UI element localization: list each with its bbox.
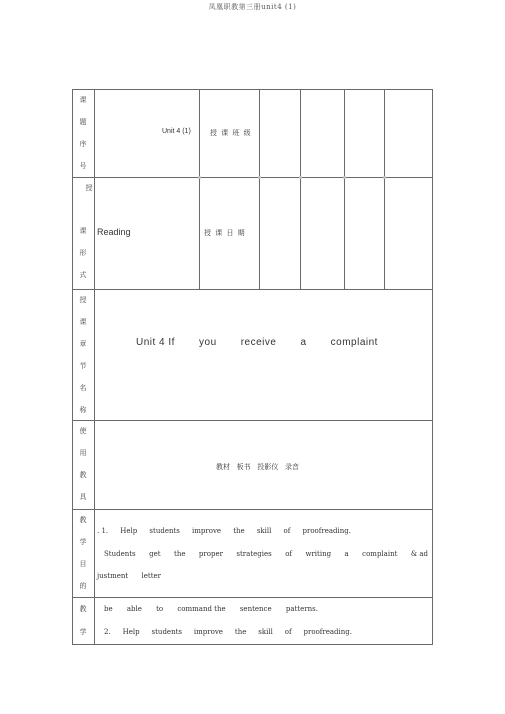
cell-marker (383, 176, 386, 179)
row4-label-char: 使 (79, 427, 87, 435)
teaching-tools-value: 教材 板书 投影仪 录音 (216, 463, 300, 471)
grid-col-4 (384, 89, 385, 289)
objective-line-4 (104, 605, 318, 613)
objective-word: the (233, 527, 245, 535)
grid-col-3 (344, 89, 345, 289)
objective-word: command the (177, 605, 226, 613)
label-column-divider (94, 89, 95, 644)
objective-word: get (149, 550, 161, 558)
table-left-border (72, 89, 73, 644)
lesson-number-value: Unit 4 (1) (162, 128, 191, 135)
table-bottom-border (72, 644, 433, 645)
row2-label-char: 式 (79, 271, 87, 279)
row4-label-char: 用 (79, 449, 87, 457)
row3-label-char: 节 (79, 362, 87, 370)
row6-label-char: 教 (79, 605, 87, 613)
row2-label-char: 课 (79, 227, 87, 235)
objective-word: justment (97, 572, 129, 580)
cell-marker (299, 176, 302, 179)
objective-word: 2. (104, 628, 111, 636)
row4-label-char: 教 (79, 471, 87, 479)
field-column-divider (199, 89, 200, 289)
page-header: 凤凰职教第三册unit4 (1) (208, 3, 297, 11)
objective-word: be (104, 605, 113, 613)
row-divider-4 (72, 509, 433, 510)
objective-word: patterns. (285, 605, 318, 613)
objective-word: Help (120, 527, 138, 535)
table-right-border (432, 89, 433, 644)
objective-word: improve (192, 527, 222, 535)
row1-label-char: 号 (79, 162, 87, 170)
objective-word: to (156, 605, 164, 613)
objective-word: proper (198, 550, 223, 558)
objective-word: the (174, 550, 186, 558)
lesson-form-value: Reading (97, 227, 131, 237)
objective-line-5 (104, 628, 352, 636)
row5-label-char: 学 (79, 538, 87, 546)
class-field-label: 授 课 班 级 (210, 129, 252, 137)
row-divider-5 (72, 597, 433, 598)
table-top-border (72, 89, 433, 90)
row-divider-1 (72, 177, 433, 178)
objective-word: letter (141, 572, 161, 580)
row5-label-char: 的 (79, 582, 87, 590)
objective-word: of (285, 550, 292, 558)
objective-word: writing (305, 550, 332, 558)
row4-label-char: 具 (79, 493, 87, 501)
row3-label-char: 课 (79, 318, 87, 326)
objective-word: skill (258, 628, 273, 636)
chapter-word: receive (240, 337, 277, 348)
objective-line-2 (104, 550, 428, 558)
objective-word: of (283, 527, 291, 535)
row1-label-char: 序 (79, 140, 87, 148)
objective-word: the (234, 628, 247, 636)
row2-label-char: 形 (79, 249, 87, 257)
objective-word: . 1. (97, 527, 109, 535)
objective-word: & ad (410, 550, 428, 558)
objective-word: Students (104, 550, 136, 558)
objective-word: strategies (236, 550, 272, 558)
row3-label-char: 名 (79, 384, 87, 392)
row3-label-char: 称 (79, 406, 87, 414)
cell-marker (343, 176, 346, 179)
cell-marker (258, 176, 261, 179)
objective-word: students (151, 628, 182, 636)
objective-word: of (284, 628, 292, 636)
objective-word: a (344, 550, 349, 558)
grid-col-2 (300, 89, 301, 289)
grid-col-1 (259, 89, 260, 289)
chapter-word: a (300, 337, 307, 348)
chapter-word: complaint (330, 337, 378, 348)
objective-word: students (149, 527, 180, 535)
objective-line-1 (97, 527, 351, 535)
chapter-title (136, 337, 378, 348)
objective-word: proofreading. (303, 628, 352, 636)
row3-label-char: 章 (79, 340, 87, 348)
chapter-word: you (199, 337, 217, 348)
objective-word: proofreading. (302, 527, 351, 535)
row-divider-2 (72, 289, 433, 290)
cell-marker (198, 176, 201, 179)
row-divider-3 (72, 420, 433, 421)
date-field-label: 授 课 日 期 (204, 229, 246, 237)
objective-word: Help (122, 628, 140, 636)
objective-word: able (126, 605, 142, 613)
objective-word: sentence (239, 605, 272, 613)
objective-line-3 (97, 572, 161, 580)
objective-word: complaint (362, 550, 398, 558)
objective-word: improve (193, 628, 223, 636)
row5-label-char: 目 (79, 560, 87, 568)
chapter-word: Unit 4 If (136, 337, 175, 348)
row2-label-char: 授 (85, 184, 93, 192)
row1-label-char: 题 (79, 118, 87, 126)
row3-label-char: 授 (79, 296, 87, 304)
row1-label-char: 课 (79, 96, 87, 104)
objective-word: skill (256, 527, 272, 535)
row6-label-char: 学 (79, 628, 87, 636)
row5-label-char: 教 (79, 516, 87, 524)
